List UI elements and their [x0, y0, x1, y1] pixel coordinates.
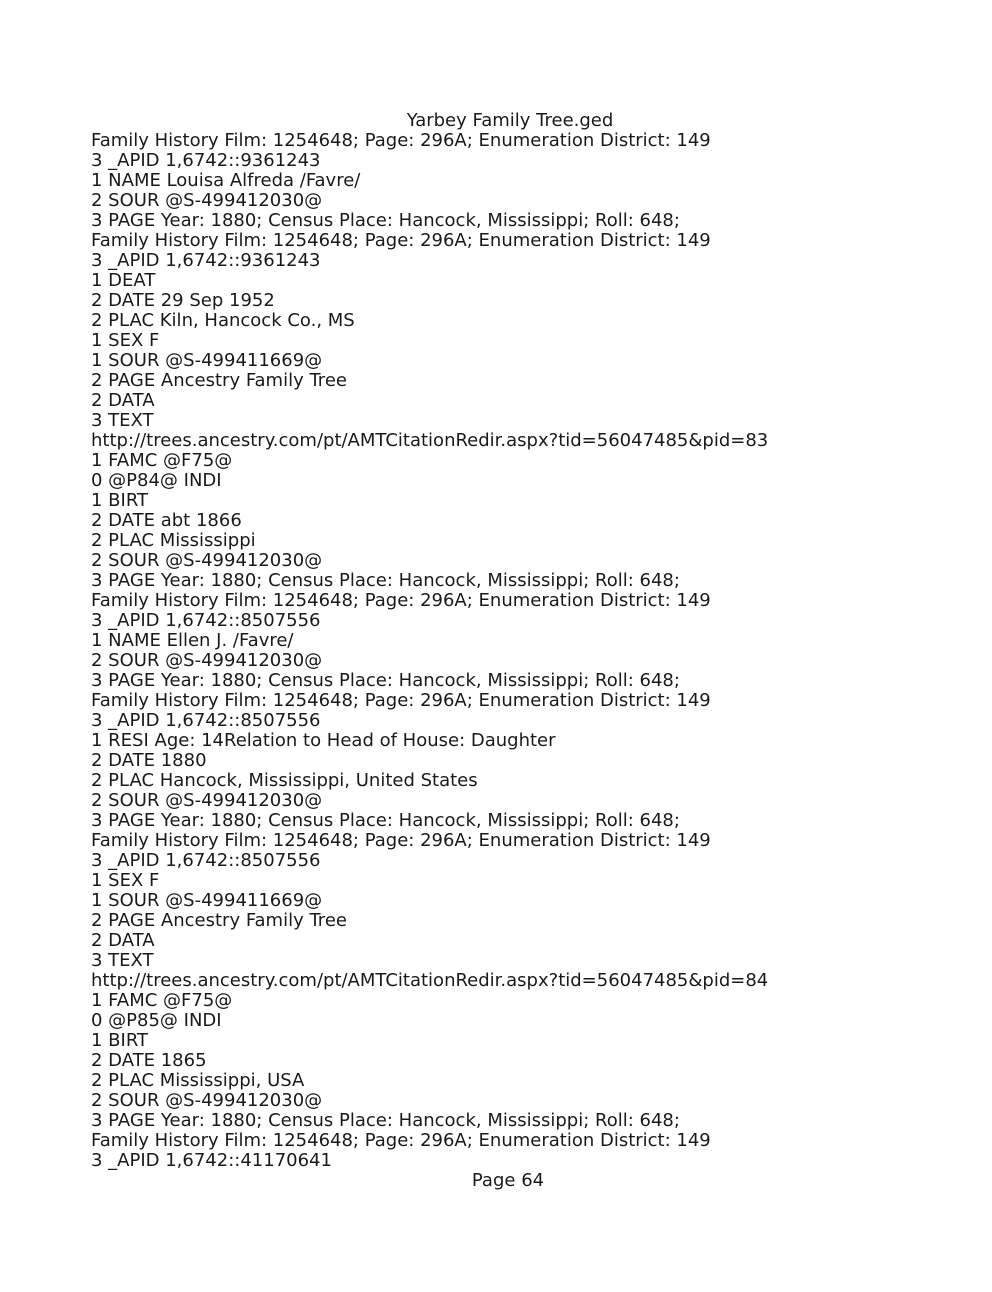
record-line: Family History Film: 1254648; Page: 296A; Enumeration District: 149 [91, 130, 711, 151]
record-line: 3 _APID 1,6742::9361243 [91, 150, 321, 171]
record-line: 2 PLAC Mississippi, USA [91, 1070, 305, 1091]
record-line: 1 RESI Age: 14Relation to Head of House: Daughter [91, 730, 556, 751]
record-line: 3 PAGE Year: 1880; Census Place: Hancock, Mississippi; Roll: 648; [91, 570, 680, 591]
record-line: 1 SOUR @S-499411669@ [91, 350, 323, 371]
record-line: 3 PAGE Year: 1880; Census Place: Hancock, Mississippi; Roll: 648; [91, 210, 680, 231]
record-line: 1 BIRT [91, 1030, 149, 1051]
record-line: 1 NAME Louisa Alfreda /Favre/ [91, 170, 361, 191]
gedcom-record-list [91, 131, 981, 1171]
record-line: 2 SOUR @S-499412030@ [91, 550, 323, 571]
record-line: 1 FAMC @F75@ [91, 450, 233, 471]
record-line: 2 DATE 1865 [91, 1050, 207, 1071]
record-line: Family History Film: 1254648; Page: 296A; Enumeration District: 149 [91, 830, 711, 851]
record-line: 2 PAGE Ancestry Family Tree [91, 370, 347, 391]
record-line: 3 _APID 1,6742::9361243 [91, 250, 321, 271]
record-line: 3 PAGE Year: 1880; Census Place: Hancock, Mississippi; Roll: 648; [91, 1110, 680, 1131]
record-line: Family History Film: 1254648; Page: 296A; Enumeration District: 149 [91, 590, 711, 611]
record-line: 2 SOUR @S-499412030@ [91, 790, 323, 811]
page-number: Page 64 [471, 1170, 545, 1191]
record-line: 3 _APID 1,6742::8507556 [91, 710, 321, 731]
record-line: 0 @P85@ INDI [91, 1010, 222, 1031]
record-line: 3 _APID 1,6742::41170641 [91, 1150, 332, 1171]
record-line-url: http://trees.ancestry.com/pt/AMTCitationRedir.aspx?tid=56047485&pid=83 [91, 430, 769, 451]
record-line: 2 PAGE Ancestry Family Tree [91, 910, 347, 931]
record-line: 1 FAMC @F75@ [91, 990, 233, 1011]
document-title: Yarbey Family Tree.ged [406, 110, 614, 131]
record-line: 3 _APID 1,6742::8507556 [91, 610, 321, 631]
record-line: 3 PAGE Year: 1880; Census Place: Hancock, Mississippi; Roll: 648; [91, 670, 680, 691]
record-line: 1 SOUR @S-499411669@ [91, 890, 323, 911]
record-line: 3 PAGE Year: 1880; Census Place: Hancock, Mississippi; Roll: 648; [91, 810, 680, 831]
record-line: 1 DEAT [91, 270, 156, 291]
record-line: 2 DATE 1880 [91, 750, 207, 771]
record-line: Family History Film: 1254648; Page: 296A; Enumeration District: 149 [91, 1130, 711, 1151]
record-line: 1 BIRT [91, 490, 149, 511]
record-line: 0 @P84@ INDI [91, 470, 222, 491]
record-line: 2 PLAC Kiln, Hancock Co., MS [91, 310, 355, 331]
record-line: 2 PLAC Hancock, Mississippi, United States [91, 770, 478, 791]
record-line: 2 DATE abt 1866 [91, 510, 242, 531]
record-line: 2 PLAC Mississippi [91, 530, 256, 551]
record-line: 2 SOUR @S-499412030@ [91, 1090, 323, 1111]
record-line: 2 DATA [91, 390, 155, 411]
record-line: 3 TEXT [91, 950, 154, 971]
record-line: 2 DATA [91, 930, 155, 951]
record-line: 1 NAME Ellen J. /Favre/ [91, 630, 294, 651]
record-line: Family History Film: 1254648; Page: 296A; Enumeration District: 149 [91, 230, 711, 251]
record-line: 3 _APID 1,6742::8507556 [91, 850, 321, 871]
record-line-url: http://trees.ancestry.com/pt/AMTCitationRedir.aspx?tid=56047485&pid=84 [91, 970, 769, 991]
record-line: 1 SEX F [91, 870, 160, 891]
record-line: Family History Film: 1254648; Page: 296A; Enumeration District: 149 [91, 690, 711, 711]
record-line: 3 TEXT [91, 410, 154, 431]
record-line: 2 SOUR @S-499412030@ [91, 650, 323, 671]
record-line: 2 SOUR @S-499412030@ [91, 190, 323, 211]
record-line: 2 DATE 29 Sep 1952 [91, 290, 275, 311]
record-line: 1 SEX F [91, 330, 160, 351]
